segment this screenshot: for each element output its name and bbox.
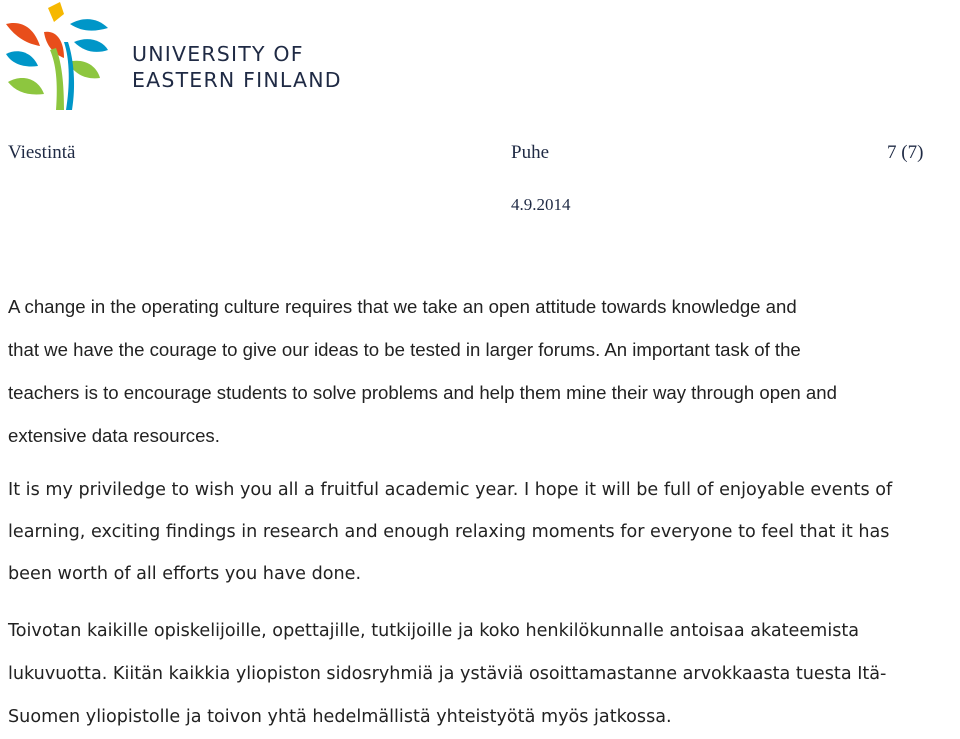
university-logo-icon [4, 2, 110, 112]
paragraph-line: It is my priviledge to wish you all a fruitful academic year. I hope it will be full of enjoyable events of [8, 480, 893, 500]
university-name-line2: EASTERN FINLAND [132, 68, 342, 92]
header-page-number: 7 (7) [887, 142, 924, 163]
university-name-line1: UNIVERSITY OF [132, 42, 304, 66]
header-date: 4.9.2014 [511, 195, 571, 214]
header-center-label: Puhe [511, 142, 549, 163]
paragraph-3 [8, 610, 960, 739]
paragraph-line: extensive data resources. [8, 425, 220, 446]
paragraph-line: that we have the courage to give our ideas to be tested in larger forums. An important task of the [8, 339, 801, 360]
paragraph-2 [8, 469, 960, 595]
header-left-label: Viestintä [8, 142, 76, 163]
paragraph-1 [8, 285, 960, 457]
paragraph-line: lukuvuotta. Kiitän kaikkia yliopiston sidosryhmiä ja ystäviä osoittamastanne arvokkaasta tuesta Itä- [8, 664, 887, 684]
paragraph-line: Suomen yliopistolle ja toivon yhtä hedelmällistä yhteistyötä myös jatkossa. [8, 707, 672, 727]
paragraph-line: A change in the operating culture requires that we take an open attitude towards knowledge and [8, 296, 797, 317]
paragraph-line: teachers is to encourage students to solve problems and help them mine their way through open and [8, 382, 837, 403]
paragraph-line: Toivotan kaikille opiskelijoille, opettajille, tutkijoille ja koko henkilökunnalle antoisaa akateemista [8, 621, 860, 641]
paragraph-line: been worth of all efforts you have done. [8, 564, 362, 584]
university-name [132, 41, 342, 93]
paragraph-line: learning, exciting findings in research and enough relaxing moments for everyone to feel that it has [8, 522, 890, 542]
